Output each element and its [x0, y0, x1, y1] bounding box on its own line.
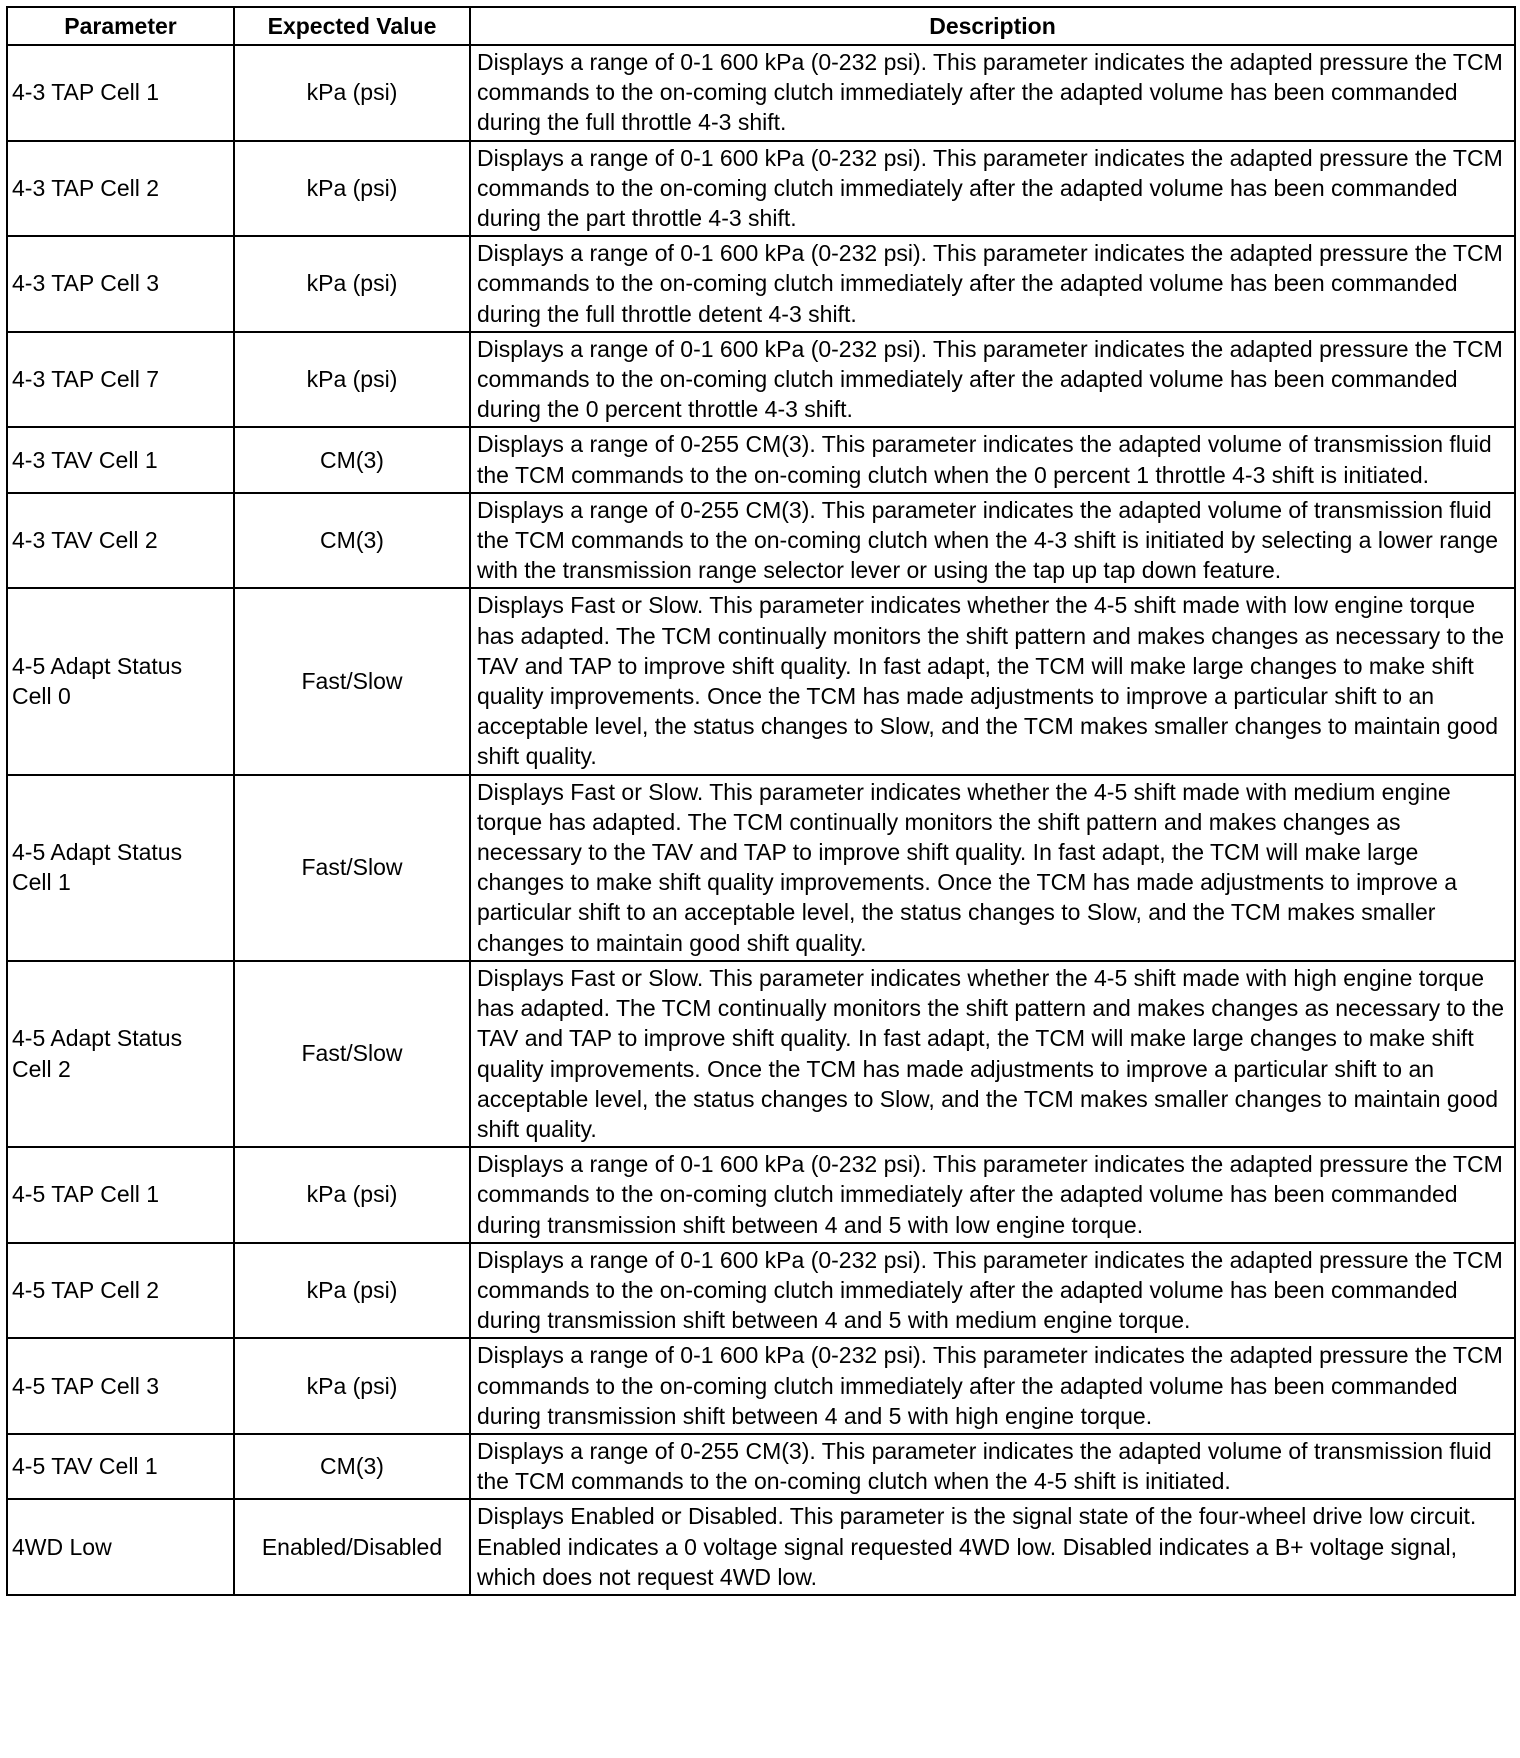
expected-value-cell: kPa (psi) [234, 332, 470, 428]
table-row [7, 1147, 1515, 1243]
expected-value-cell: CM(3) [234, 427, 470, 492]
table-row [7, 45, 1515, 141]
expected-value-cell: kPa (psi) [234, 141, 470, 237]
table-row [7, 1243, 1515, 1339]
description-cell: Displays Fast or Slow. This parameter indicates whether the 4-5 shift made with medium engine torque has adapted. The TCM continually monitors the shift pattern and makes changes as necessary to the TAV and TAP to improve shift quality. In fast adapt, the TCM will make large changes to make shift quality improvements. Once the TCM has made adjustments to improve a particular shift to an acceptable level, the status changes to Slow, and the TCM makes smaller changes to maintain good shift quality. [470, 775, 1515, 961]
expected-value-cell: Fast/Slow [234, 775, 470, 961]
table-header-row [7, 7, 1515, 45]
expected-value-cell: CM(3) [234, 1434, 470, 1499]
description-cell: Displays Fast or Slow. This parameter indicates whether the 4-5 shift made with high engine torque has adapted. The TCM continually monitors the shift pattern and makes changes as necessary to the TAV and TAP to improve shift quality. In fast adapt, the TCM will make large changes to make shift quality improvements. Once the TCM has made adjustments to improve a particular shift to an acceptable level, the status changes to Slow, and the TCM makes smaller changes to maintain good shift quality. [470, 961, 1515, 1147]
description-cell: Displays a range of 0-255 CM(3). This parameter indicates the adapted volume of transmission fluid the TCM commands to the on-coming clutch when the 0 percent 1 throttle 4-3 shift is initiated. [470, 427, 1515, 492]
expected-value-cell: Enabled/Disabled [234, 1499, 470, 1595]
table-row [7, 1499, 1515, 1595]
table-row [7, 1338, 1515, 1434]
table-row [7, 961, 1515, 1147]
description-cell: Displays a range of 0-1 600 kPa (0-232 psi). This parameter indicates the adapted pressure the TCM commands to the on-coming clutch immediately after the adapted volume has been commanded during the 0 percent throttle 4-3 shift. [470, 332, 1515, 428]
parameter-cell: 4-3 TAP Cell 7 [7, 332, 234, 428]
description-cell: Displays a range of 0-1 600 kPa (0-232 psi). This parameter indicates the adapted pressure the TCM commands to the on-coming clutch immediately after the adapted volume has been commanded during the full throttle 4-3 shift. [470, 45, 1515, 141]
table-row [7, 332, 1515, 428]
description-cell: Displays a range of 0-255 CM(3). This parameter indicates the adapted volume of transmission fluid the TCM commands to the on-coming clutch when the 4-3 shift is initiated by selecting a lower range with the transmission range selector lever or using the tap up tap down feature. [470, 493, 1515, 589]
description-cell: Displays a range of 0-1 600 kPa (0-232 psi). This parameter indicates the adapted pressure the TCM commands to the on-coming clutch immediately after the adapted volume has been commanded during transmission shift between 4 and 5 with low engine torque. [470, 1147, 1515, 1243]
description-cell: Displays a range of 0-1 600 kPa (0-232 psi). This parameter indicates the adapted pressure the TCM commands to the on-coming clutch immediately after the adapted volume has been commanded during the full throttle detent 4-3 shift. [470, 236, 1515, 332]
description-cell: Displays Fast or Slow. This parameter indicates whether the 4-5 shift made with low engine torque has adapted. The TCM continually monitors the shift pattern and makes changes as necessary to the TAV and TAP to improve shift quality. In fast adapt, the TCM will make large changes to make shift quality improvements. Once the TCM has made adjustments to improve a particular shift to an acceptable level, the status changes to Slow, and the TCM makes smaller changes to maintain good shift quality. [470, 588, 1515, 774]
parameter-cell: 4-5 TAP Cell 1 [7, 1147, 234, 1243]
parameter-cell: 4-3 TAP Cell 1 [7, 45, 234, 141]
header-expected-value: Expected Value [234, 7, 470, 45]
table-row [7, 775, 1515, 961]
parameter-cell: 4-5 Adapt Status Cell 2 [7, 961, 234, 1147]
description-cell: Displays a range of 0-1 600 kPa (0-232 psi). This parameter indicates the adapted pressure the TCM commands to the on-coming clutch immediately after the adapted volume has been commanded during transmission shift between 4 and 5 with high engine torque. [470, 1338, 1515, 1434]
parameter-cell: 4-3 TAP Cell 2 [7, 141, 234, 237]
expected-value-cell: Fast/Slow [234, 588, 470, 774]
expected-value-cell: kPa (psi) [234, 1338, 470, 1434]
description-cell: Displays a range of 0-1 600 kPa (0-232 psi). This parameter indicates the adapted pressure the TCM commands to the on-coming clutch immediately after the adapted volume has been commanded during transmission shift between 4 and 5 with medium engine torque. [470, 1243, 1515, 1339]
table-row [7, 1434, 1515, 1499]
table-row [7, 588, 1515, 774]
parameter-cell: 4-3 TAV Cell 1 [7, 427, 234, 492]
parameter-cell: 4-5 TAV Cell 1 [7, 1434, 234, 1499]
parameter-cell: 4-5 TAP Cell 2 [7, 1243, 234, 1339]
table-row [7, 141, 1515, 237]
description-cell: Displays a range of 0-1 600 kPa (0-232 psi). This parameter indicates the adapted pressure the TCM commands to the on-coming clutch immediately after the adapted volume has been commanded during the part throttle 4-3 shift. [470, 141, 1515, 237]
table-row [7, 236, 1515, 332]
expected-value-cell: CM(3) [234, 493, 470, 589]
parameter-table [6, 6, 1516, 1596]
parameter-cell: 4WD Low [7, 1499, 234, 1595]
description-cell: Displays Enabled or Disabled. This parameter is the signal state of the four-wheel drive low circuit. Enabled indicates a 0 voltage signal requested 4WD low. Disabled indicates a B+ voltage signal, which does not request 4WD low. [470, 1499, 1515, 1595]
header-description: Description [470, 7, 1515, 45]
header-parameter: Parameter [7, 7, 234, 45]
expected-value-cell: kPa (psi) [234, 1243, 470, 1339]
table-row [7, 427, 1515, 492]
parameter-cell: 4-5 Adapt Status Cell 0 [7, 588, 234, 774]
description-cell: Displays a range of 0-255 CM(3). This parameter indicates the adapted volume of transmission fluid the TCM commands to the on-coming clutch when the 4-5 shift is initiated. [470, 1434, 1515, 1499]
expected-value-cell: kPa (psi) [234, 1147, 470, 1243]
expected-value-cell: Fast/Slow [234, 961, 470, 1147]
parameter-cell: 4-5 Adapt Status Cell 1 [7, 775, 234, 961]
expected-value-cell: kPa (psi) [234, 236, 470, 332]
parameter-cell: 4-5 TAP Cell 3 [7, 1338, 234, 1434]
expected-value-cell: kPa (psi) [234, 45, 470, 141]
parameter-table-page [6, 6, 1514, 1596]
table-row [7, 493, 1515, 589]
parameter-cell: 4-3 TAP Cell 3 [7, 236, 234, 332]
parameter-cell: 4-3 TAV Cell 2 [7, 493, 234, 589]
